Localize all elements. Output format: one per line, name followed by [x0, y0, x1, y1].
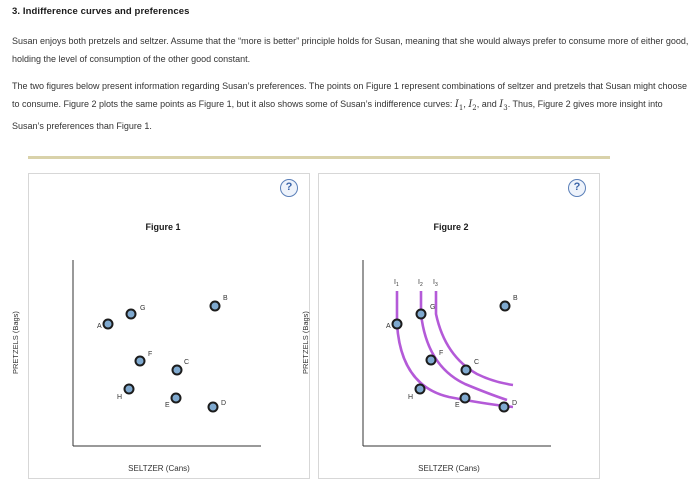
figure1-point-label-h: H: [117, 394, 123, 401]
curve-label-i2: $I_2$: [418, 279, 423, 288]
figure2-point-a[interactable]: [393, 320, 402, 329]
figure2-x-axis-label: SELTZER (Cans): [418, 464, 480, 473]
figure1-title: Figure 1: [145, 222, 181, 232]
intro-paragraph: Susan enjoys both pretzels and seltzer. Assume that the “more is better” principle holds for Susan, meaning that she would always prefer to consume more of either good, holding the level of consumption of the other good constant.: [12, 36, 689, 64]
curve-label-i1: $I_1$: [394, 279, 399, 288]
figure2-point-g[interactable]: [417, 310, 426, 319]
figure1-plot: [29, 174, 311, 480]
figure1-panel: ? Figure 1 PRETZELS (Bags) SELTZER (Cans) A G B F C H E D: [28, 173, 310, 479]
figure2-plot: [319, 174, 601, 480]
figure1-point-label-e: E: [165, 402, 170, 409]
figure2-point-b[interactable]: [501, 302, 510, 311]
figure1-point-label-f: F: [148, 351, 153, 358]
curve-i2-symbol: $I_2$: [468, 99, 477, 112]
figure1-point-h[interactable]: [125, 385, 134, 394]
sep1: ,: [463, 99, 469, 109]
curve-i1-symbol: $I_1$: [454, 99, 464, 112]
figure2-point-label-f: F: [439, 350, 444, 357]
figure1-point-label-d: D: [221, 400, 227, 407]
figure2-point-label-d: D: [512, 400, 518, 407]
figure1-point-label-a: A: [97, 323, 102, 330]
figure1-point-d[interactable]: [209, 403, 218, 412]
figure2-point-label-a: A: [386, 323, 391, 330]
section-heading: 3. Indifference curves and preferences: [12, 6, 190, 17]
figure2-point-label-c: C: [474, 359, 480, 366]
indifference-curve-i1: [397, 291, 513, 407]
figure1-point-e[interactable]: [172, 394, 181, 403]
help-icon[interactable]: ?: [568, 179, 586, 197]
figure1-point-label-c: C: [184, 359, 190, 366]
sep2: , and: [476, 99, 500, 109]
figure2-point-f[interactable]: [427, 356, 436, 365]
figure2-panel: ? Figure 2 PRETZELS (Bags) SELTZER (Cans) $I_1$ $I_2$ $I_3$ A G B F C H E D: [318, 173, 600, 479]
figures-paragraph: [12, 77, 692, 135]
figure1-point-label-g: G: [140, 305, 146, 312]
figure2-point-label-g: G: [430, 304, 436, 311]
para2-text-before: The two figures below present information regarding Susan’s preferences. The points on Figure 1 represent combinations of seltzer and pretzels that Susan might choose to consume. Figure 2 plots the same points as Figure 1, but it also shows some of Susan’s indifference curves:: [12, 81, 688, 109]
figure1-point-b[interactable]: [211, 302, 220, 311]
para2-text-after: . Thus, Figure 2 gives more insight into Susan’s preferences than Figure 1.: [12, 99, 663, 131]
figure2-point-label-h: H: [408, 394, 414, 401]
figure2-point-label-b: B: [513, 295, 518, 302]
figure2-point-d[interactable]: [500, 403, 509, 412]
curve-i3-symbol: $I_3$: [499, 99, 508, 112]
curve-label-i3: $I_3$: [433, 279, 438, 288]
figure2-point-label-e: E: [455, 402, 460, 409]
figure1-point-f[interactable]: [136, 357, 145, 366]
figure1-point-g[interactable]: [127, 310, 136, 319]
figure2-point-c[interactable]: [462, 366, 471, 375]
figure1-x-axis-label: SELTZER (Cans): [128, 464, 190, 473]
figure1-point-label-b: B: [223, 295, 228, 302]
help-icon[interactable]: ?: [280, 179, 298, 197]
figure2-point-h[interactable]: [416, 385, 425, 394]
figure1-point-c[interactable]: [173, 366, 182, 375]
divider-rule: [28, 156, 610, 159]
figure2-point-e[interactable]: [461, 394, 470, 403]
figure2-title: Figure 2: [433, 222, 469, 232]
figure1-point-a[interactable]: [104, 320, 113, 329]
